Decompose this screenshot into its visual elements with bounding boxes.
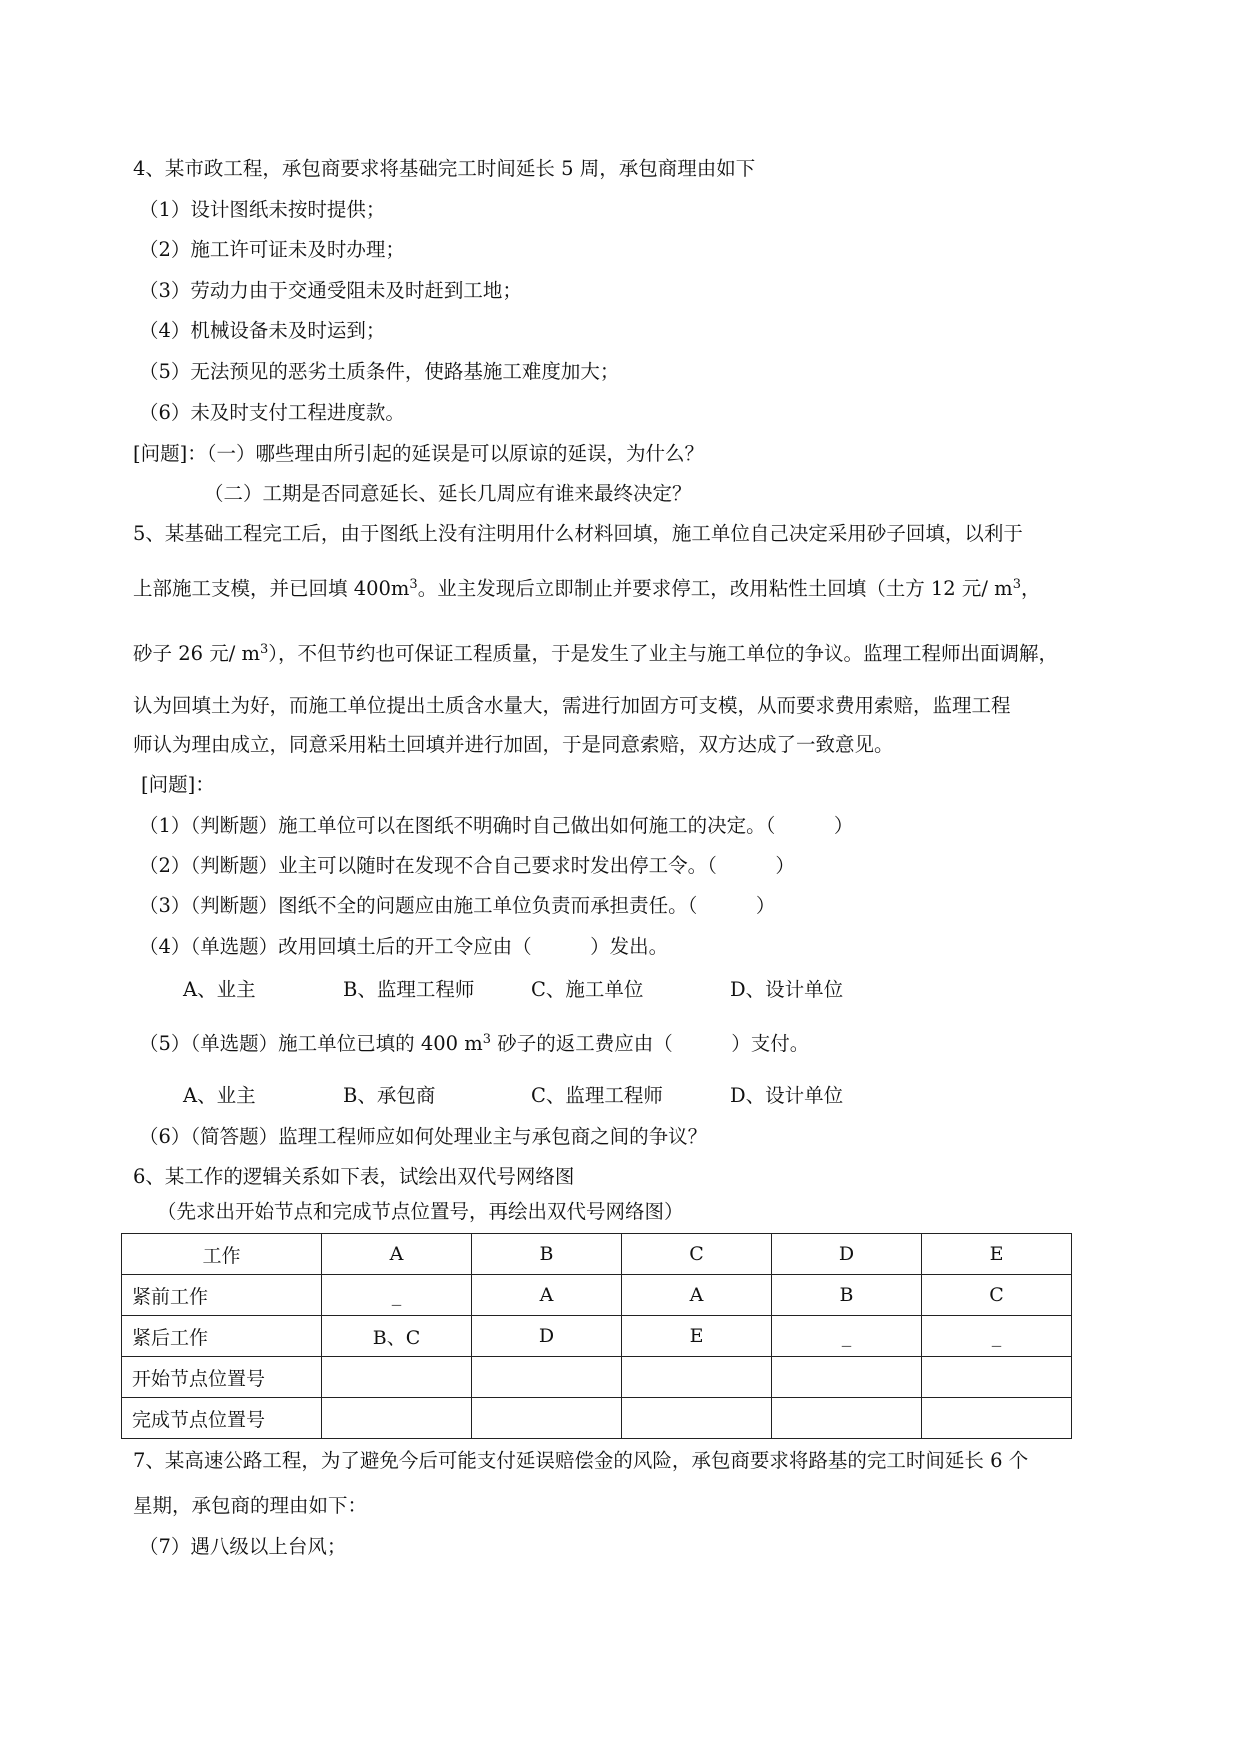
- table-cell: [472, 1398, 622, 1439]
- table-cell: _: [922, 1316, 1072, 1357]
- table-cell: [622, 1398, 772, 1439]
- superscript-3: 3: [409, 577, 418, 592]
- q4-reason-1: （1）设计图纸未按时提供；: [139, 198, 386, 221]
- logic-table: [121, 1233, 1072, 1439]
- q5-item-5-text: 砂子的返工费应由（ ）支付。: [491, 1032, 810, 1055]
- q5-question-label: [问题]：: [141, 773, 215, 796]
- q4-heading: 4、某市政工程，承包商要求将基础完工时间延长 5 周，承包商理由如下: [133, 157, 756, 180]
- superscript-3: 3: [1012, 577, 1021, 592]
- q4-reason-5: （5）无法预见的恶劣土质条件，使路基施工难度加大；: [139, 360, 620, 383]
- table-cell: 开始节点位置号: [122, 1357, 322, 1398]
- option-a: A、业主: [183, 1084, 256, 1107]
- table-row: [122, 1275, 1072, 1316]
- table-cell: [922, 1357, 1072, 1398]
- q5-paragraph-line-4: 认为回填土为好，而施工单位提出土质含水量大，需进行加固方可支模，从而要求费用索赔，监理工程: [133, 694, 1011, 717]
- q5-item-1: （1）（判断题）施工单位可以在图纸不明确时自己做出如何施工的决定。（ ）: [139, 814, 854, 837]
- table-cell: 完成节点位置号: [122, 1398, 322, 1439]
- q5-text: 上部施工支模，并已回填 400m: [133, 577, 410, 600]
- table-cell: 紧前工作: [122, 1275, 322, 1316]
- q5-item-6: （6）（简答题）监理工程师应如何处理业主与承包商之间的争议？: [139, 1125, 708, 1148]
- q7-item: （7）遇八级以上台风；: [139, 1535, 347, 1558]
- superscript-3: 3: [482, 1032, 492, 1047]
- table-row: [122, 1316, 1072, 1357]
- q4-reason-3: （3）劳动力由于交通受阻未及时赶到工地；: [139, 279, 522, 302]
- table-cell: 工作: [122, 1234, 322, 1275]
- q5-text: ，: [1020, 577, 1041, 600]
- table-cell: [322, 1398, 472, 1439]
- q5-item-5-text: （5）（单选题）施工单位已填的 400 m: [139, 1032, 483, 1055]
- q5-text: ），不但节约也可保证工程质量，于是发生了业主与施工单位的争议。监理工程师出面调解，: [268, 642, 1059, 665]
- q5-paragraph-line-3: [133, 641, 1058, 667]
- option-c: C、监理工程师: [531, 1084, 663, 1107]
- table-cell: E: [622, 1316, 772, 1357]
- q5-item-2: （2）（判断题）业主可以随时在发现不合自己要求时发出停工令。（ ）: [139, 854, 795, 877]
- table-cell: B、C: [322, 1316, 472, 1357]
- option-b: B、监理工程师: [343, 978, 475, 1001]
- option-c: C、施工单位: [531, 978, 644, 1001]
- q5-paragraph-line-2: [133, 576, 1040, 602]
- option-a: A、业主: [183, 978, 256, 1001]
- table-cell: C: [922, 1275, 1072, 1316]
- table-cell: [772, 1398, 922, 1439]
- table-cell: E: [922, 1234, 1072, 1275]
- table-cell: _: [772, 1316, 922, 1357]
- table-cell: C: [622, 1234, 772, 1275]
- table-cell: 紧后工作: [122, 1316, 322, 1357]
- q4-reason-2: （2）施工许可证未及时办理；: [139, 238, 405, 261]
- table-cell: B: [772, 1275, 922, 1316]
- table-cell: A: [472, 1275, 622, 1316]
- table-cell: A: [322, 1234, 472, 1275]
- option-b: B、承包商: [343, 1084, 436, 1107]
- table-cell: _: [322, 1275, 472, 1316]
- q7-paragraph-line-2: 星期，承包商的理由如下：: [133, 1494, 368, 1517]
- option-d: D、设计单位: [730, 978, 844, 1001]
- table-cell: A: [622, 1275, 772, 1316]
- q5-text: 砂子 26 元/ m: [133, 642, 260, 665]
- q5-paragraph-line-5: 师认为理由成立，同意采用粘土回填并进行加固，于是同意索赔，双方达成了一致意见。: [133, 733, 894, 756]
- table-cell: [472, 1357, 622, 1398]
- q7-paragraph-line-1: 7、某高速公路工程，为了避免今后可能支付延误赔偿金的风险，承包商要求将路基的完工时间延长 6 个: [133, 1449, 1029, 1472]
- table-cell: D: [472, 1316, 622, 1357]
- table-cell: D: [772, 1234, 922, 1275]
- table-cell: [622, 1357, 772, 1398]
- q5-text: 。业主发现后立即制止并要求停工，改用粘性土回填（土方 12 元/ m: [417, 577, 1013, 600]
- q5-paragraph-line-1: 5、某基础工程完工后，由于图纸上没有注明用什么材料回填，施工单位自己决定采用砂子回填，以利于: [133, 522, 1023, 545]
- q4-reason-6: （6）未及时支付工程进度款。: [139, 401, 405, 424]
- table-cell: [772, 1357, 922, 1398]
- q5-item-3: （3）（判断题）图纸不全的问题应由施工单位负责而承担责任。（ ）: [139, 894, 776, 917]
- q6-heading: 6、某工作的逻辑关系如下表，试绘出双代号网络图: [133, 1165, 575, 1188]
- q5-item-5: [139, 1031, 809, 1057]
- table-row: [122, 1357, 1072, 1398]
- q6-note: （先求出开始节点和完成节点位置号，再绘出双代号网络图）: [157, 1200, 684, 1223]
- table-cell: [922, 1398, 1072, 1439]
- q5-item-4: （4）（单选题）改用回填土后的开工令应由（ ）发出。: [139, 935, 669, 958]
- q4-reason-4: （4）机械设备未及时运到；: [139, 319, 386, 342]
- table-row: [122, 1398, 1072, 1439]
- superscript-3: 3: [259, 642, 269, 657]
- q4-question-1: [问题]：（一）哪些理由所引起的延误是可以原谅的延误，为什么？: [133, 442, 704, 465]
- table-row: [122, 1234, 1072, 1275]
- q4-question-2: （二）工期是否同意延长、延长几周应有谁来最终决定？: [204, 482, 692, 505]
- table-cell: [322, 1357, 472, 1398]
- option-d: D、设计单位: [730, 1084, 844, 1107]
- table-cell: B: [472, 1234, 622, 1275]
